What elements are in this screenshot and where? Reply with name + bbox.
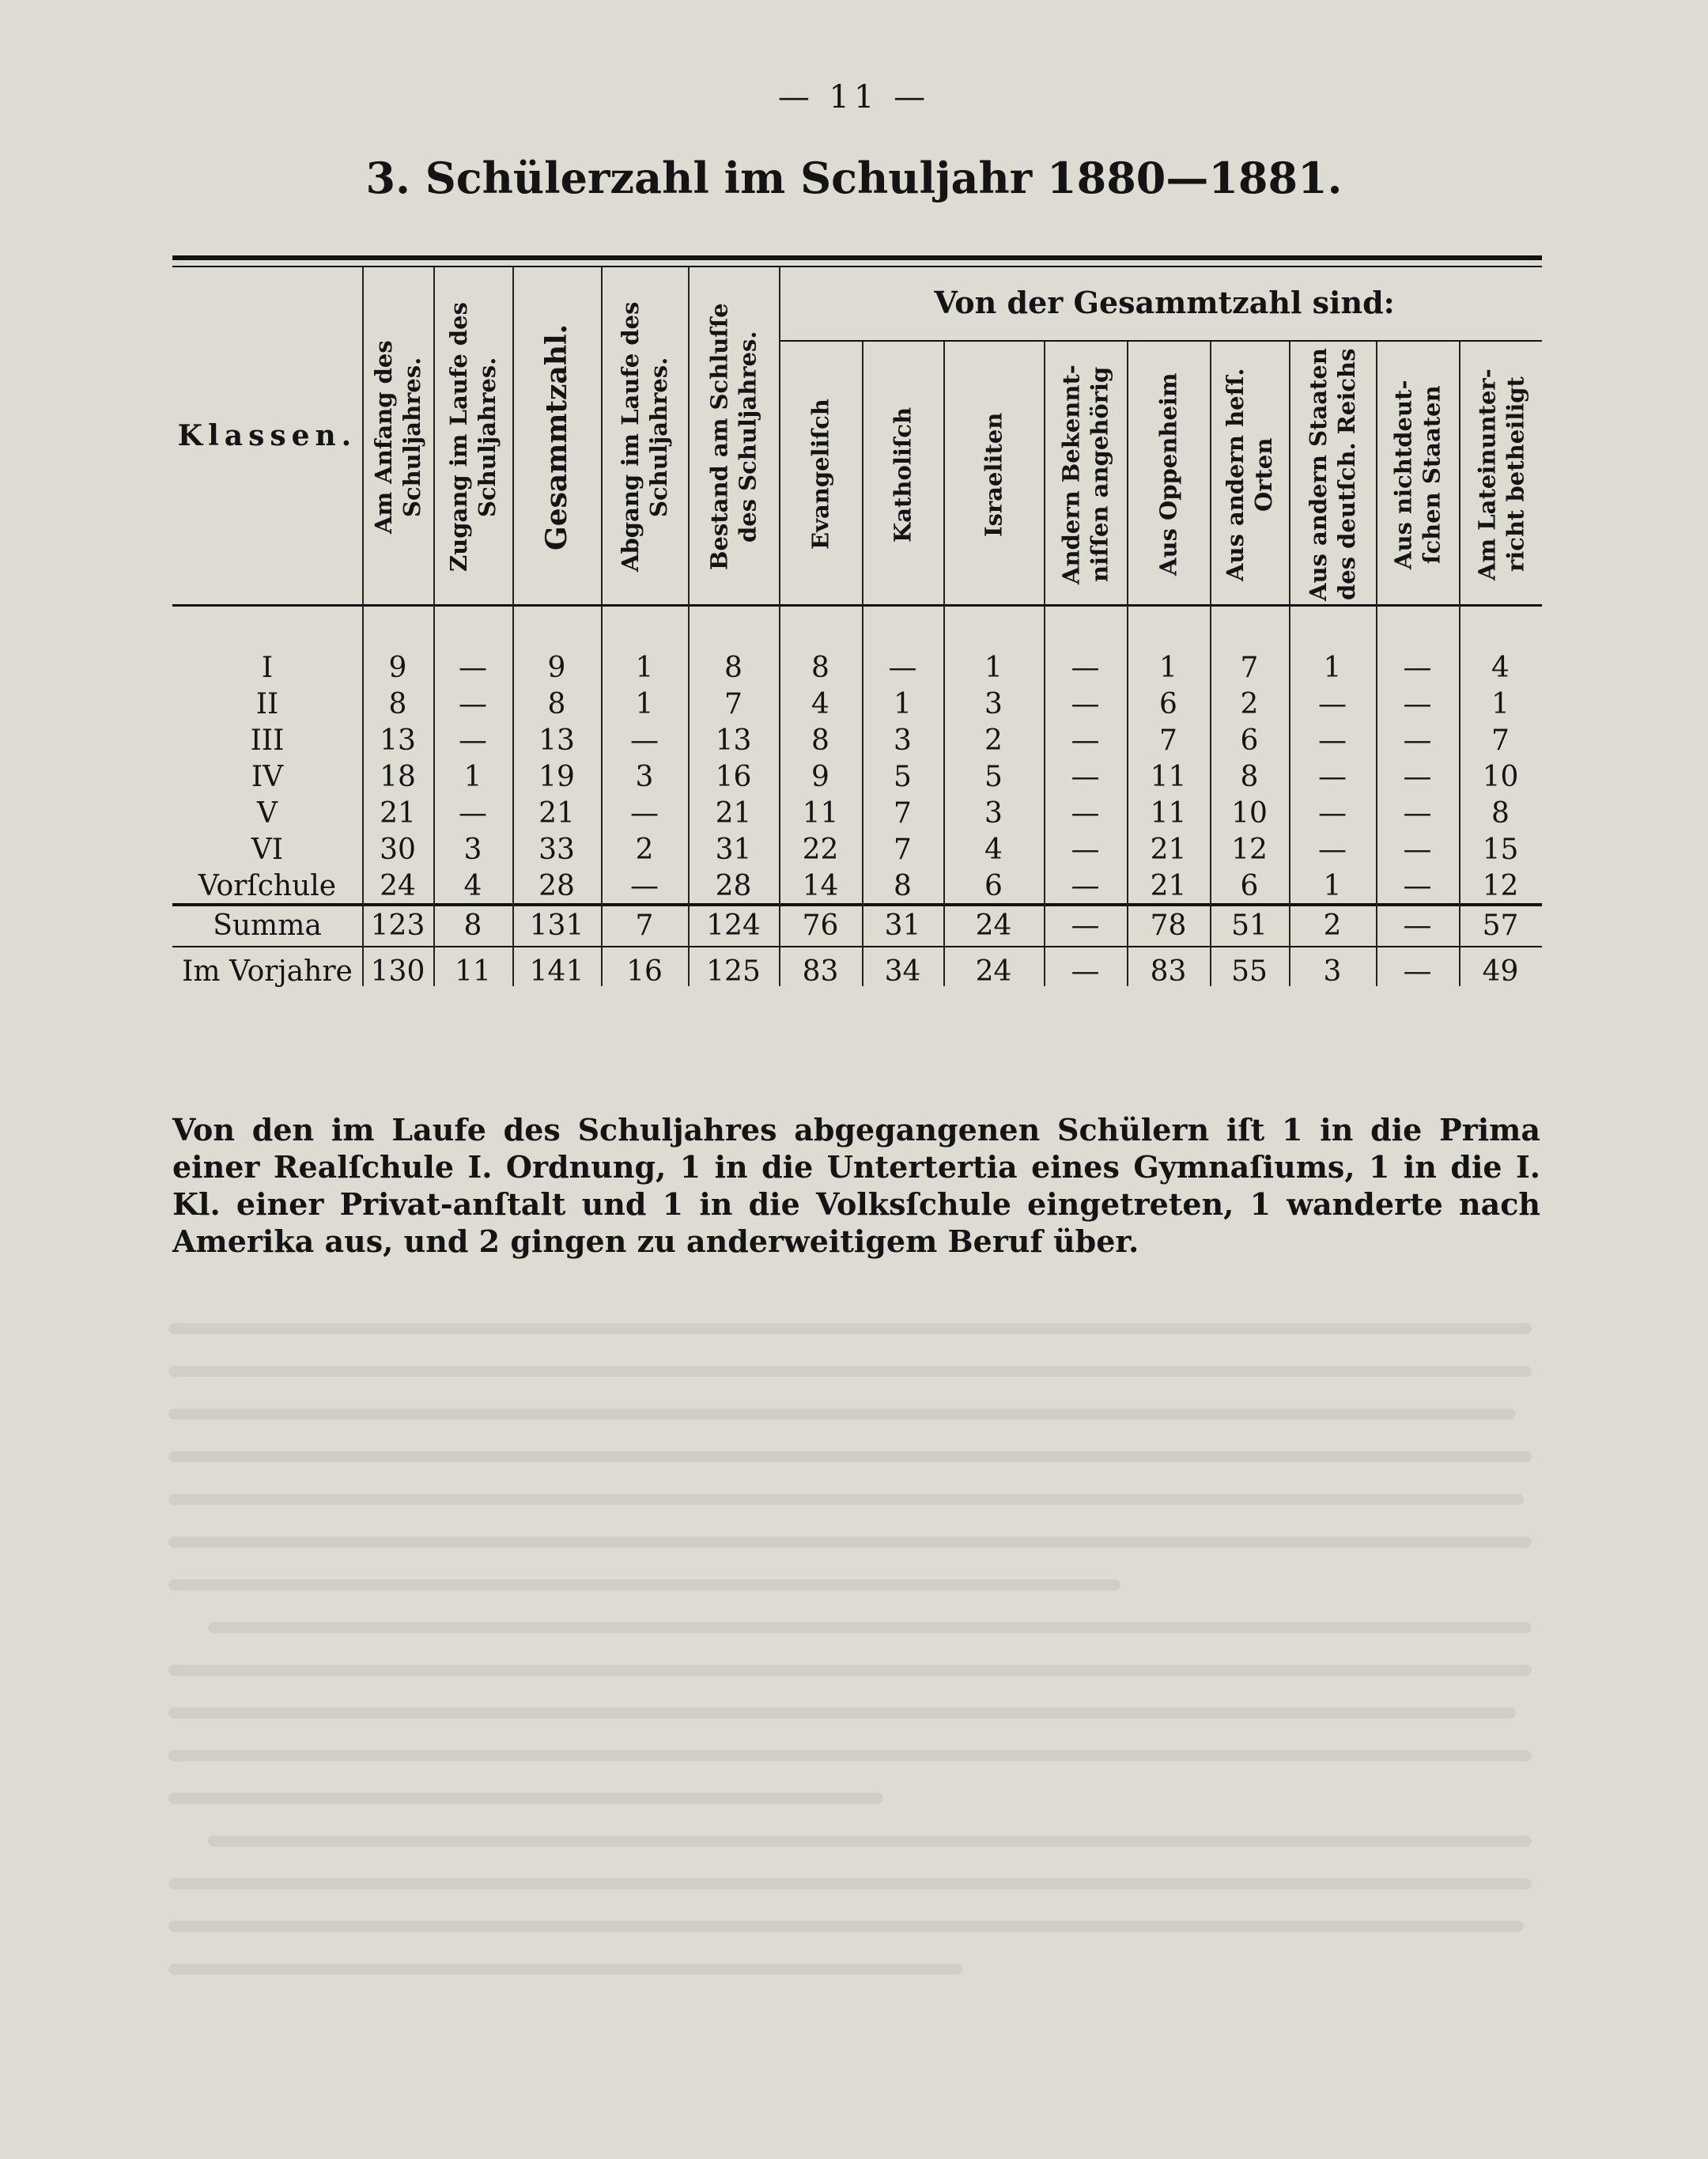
table-cell: — [1318, 688, 1347, 720]
table-cell: — [1403, 797, 1432, 830]
table-cell: 24 [975, 909, 1012, 942]
table-cell: 1 [635, 652, 654, 684]
table-cell: 13 [538, 724, 575, 757]
row-label: IV [251, 761, 284, 793]
table-cell: — [1403, 652, 1432, 684]
table-cell: 7 [894, 834, 912, 866]
table-cell: 3 [894, 724, 912, 757]
table-cell: 3 [1323, 955, 1342, 988]
table-cell: 9 [811, 761, 829, 793]
table-cell: — [1071, 797, 1100, 830]
table-cell: 8 [547, 688, 566, 720]
table-cell: — [1403, 688, 1432, 720]
row-label: II [255, 688, 279, 720]
table-top-rule-thick [172, 255, 1542, 260]
table-cell: 11 [1150, 761, 1187, 793]
table-cell: 131 [529, 909, 584, 942]
table-cell: 13 [715, 724, 752, 757]
table-cell: 8 [1240, 761, 1259, 793]
table-cell: 83 [1150, 955, 1187, 988]
table-cell: 4 [811, 688, 829, 720]
table-cell: 6 [984, 870, 1003, 902]
table-cell: — [1071, 834, 1100, 866]
table-cell: 2 [635, 834, 654, 866]
column-header-hess-orte: Aus andern heſſ. Orten [1222, 368, 1277, 581]
table-cell: 21 [1150, 870, 1187, 902]
table-cell: 3 [984, 688, 1003, 720]
table-cell: 8 [463, 909, 482, 942]
column-header-nichtdeutsche-staaten: Aus nichtdeut- ſchen Staaten [1389, 380, 1445, 569]
table-cell: 125 [706, 955, 761, 988]
table-cell: 12 [1482, 870, 1519, 902]
table-cell: 12 [1231, 834, 1268, 866]
table-cell: 1 [1159, 652, 1177, 684]
table-cell: 16 [715, 761, 752, 793]
table-cell: 76 [802, 909, 839, 942]
row-label: VI [251, 834, 284, 866]
column-header-israeliten: Israeliten [980, 412, 1007, 537]
table-cell: — [1403, 724, 1432, 757]
table-cell: 78 [1150, 909, 1187, 942]
table-cell: — [459, 652, 487, 684]
table-cell: 124 [706, 909, 761, 942]
table-cell: 14 [802, 870, 839, 902]
column-header-abgang: Abgang im Laufe des Schuljahres. [617, 301, 672, 573]
table-cell: — [1403, 909, 1432, 942]
table-cell: 1 [1491, 688, 1510, 720]
table-cell: — [1318, 834, 1347, 866]
column-header-andere-bekenntnisse: Andern Bekennt- niſſen angehörig [1057, 365, 1113, 584]
column-header-oppenheim: Aus Oppenheim [1154, 372, 1182, 577]
table-cell: 10 [1231, 797, 1268, 830]
table-cell: 21 [1150, 834, 1187, 866]
table-cell: 1 [1323, 870, 1342, 902]
column-header-latein: Am Lateinunter- richt betheiligt [1473, 369, 1529, 580]
table-cell: 57 [1482, 909, 1519, 942]
table-cell: 55 [1231, 955, 1268, 988]
row-label: Vorſchule [198, 870, 337, 902]
table-cell: 6 [1240, 870, 1259, 902]
table-cell: — [1403, 761, 1432, 793]
table-cell: — [1071, 870, 1100, 902]
table-cell: 5 [894, 761, 912, 793]
table-cell: 4 [463, 870, 482, 902]
table-cell: 3 [984, 797, 1003, 830]
table-cell: — [1318, 761, 1347, 793]
column-header-bestand: Bestand am Schluſſe des Schuljahres. [705, 303, 761, 571]
table-cell: 49 [1482, 955, 1519, 988]
table-cell: 4 [984, 834, 1003, 866]
table-cell: — [630, 870, 659, 902]
table-cell: — [1071, 955, 1100, 988]
table-top-rule-thin [172, 266, 1542, 267]
table-cell: 1 [463, 761, 482, 793]
table-cell: — [1318, 724, 1347, 757]
table-cell: 9 [388, 652, 407, 684]
table-cell: 18 [380, 761, 416, 793]
table-cell: 31 [884, 909, 921, 942]
column-header-deutsche-staaten: Aus andern Staaten des deutſch. Reichs [1305, 348, 1360, 601]
table-cell: 15 [1482, 834, 1519, 866]
table-cell: 10 [1482, 761, 1519, 793]
table-cell: 7 [1491, 724, 1510, 757]
group-header-rule [779, 340, 1542, 342]
column-header-zugang: Zugang im Laufe des Schuljahres. [445, 302, 501, 572]
table-cell: — [1071, 652, 1100, 684]
table-cell: 51 [1231, 909, 1268, 942]
table-cell: 8 [811, 652, 829, 684]
bleed-through-texture [166, 1313, 1542, 2009]
table-cell: — [1071, 909, 1100, 942]
table-cell: 34 [884, 955, 921, 988]
table-cell: 21 [715, 797, 752, 830]
table-cell: — [630, 724, 659, 757]
table-cell: 7 [724, 688, 743, 720]
table-cell: 33 [538, 834, 575, 866]
group-header: Von der Gesammtzahl sind: [934, 285, 1395, 320]
footnote-paragraph: Von den im Laufe des Schuljahres abgegangenen Schülern iſt 1 in die Prima einer Realſchule I. Ordnung, 1 in die Untertertia eines Gymnaſiums, 1 in die I. Kl. einer Privat-anſtalt und 1 in die Volksſchule eingetreten, 1 wanderte nach Amerika aus, und 2 gingen zu anderweitigem Beruf über. [172, 1112, 1540, 1259]
row-label: III [250, 724, 285, 757]
table-cell: — [1071, 761, 1100, 793]
row-label: V [257, 797, 278, 830]
table-cell: 8 [1491, 797, 1510, 830]
table-cell: 16 [626, 955, 663, 988]
table-cell: 8 [724, 652, 743, 684]
table-cell: 7 [894, 797, 912, 830]
table-cell: — [1071, 688, 1100, 720]
table-cell: 7 [1240, 652, 1259, 684]
klassen-header: Klassen. [177, 419, 357, 452]
table-cell: 130 [370, 955, 425, 988]
table-cell: 3 [463, 834, 482, 866]
column-header-evangelisch: Evangeliſch [807, 399, 834, 550]
table-cell: 11 [802, 797, 839, 830]
table-cell: 22 [802, 834, 839, 866]
table-cell: 11 [455, 955, 491, 988]
table-cell: — [888, 652, 917, 684]
table-cell: 1 [984, 652, 1003, 684]
table-cell: — [459, 724, 487, 757]
table-cell: — [1318, 797, 1347, 830]
table-cell: 13 [380, 724, 416, 757]
table-cell: 6 [1159, 688, 1177, 720]
table-cell: 30 [380, 834, 416, 866]
table-cell: 123 [370, 909, 425, 942]
table-cell: — [1403, 834, 1432, 866]
table-cell: — [1071, 724, 1100, 757]
table-cell: 2 [1240, 688, 1259, 720]
table-cell: 2 [984, 724, 1003, 757]
header-bottom-rule [172, 604, 1542, 607]
table-cell: 9 [547, 652, 566, 684]
table-cell: — [630, 797, 659, 830]
table-cell: 24 [380, 870, 416, 902]
table-cell: 1 [635, 688, 654, 720]
table-cell: 24 [975, 955, 1012, 988]
table-cell: 8 [811, 724, 829, 757]
page-number: — 11 — [777, 79, 931, 115]
page-title: 3. Schülerzahl im Schuljahr 1880—1881. [365, 153, 1343, 203]
table-cell: 21 [538, 797, 575, 830]
summa-bottom-rule [172, 946, 1542, 947]
row-label: Summa [213, 909, 322, 942]
table-cell: 8 [388, 688, 407, 720]
table-cell: 7 [635, 909, 654, 942]
table-cell: 19 [538, 761, 575, 793]
table-cell: 28 [715, 870, 752, 902]
table-cell: 31 [715, 834, 752, 866]
table-cell: — [1403, 870, 1432, 902]
table-cell: 11 [1150, 797, 1187, 830]
table-cell: 83 [802, 955, 839, 988]
table-cell: 21 [380, 797, 416, 830]
table-cell: 2 [1323, 909, 1342, 942]
table-cell: 8 [894, 870, 912, 902]
table-cell: 4 [1491, 652, 1510, 684]
table-cell: — [459, 797, 487, 830]
table-cell: — [459, 688, 487, 720]
column-header-anfang: Am Anfang des Schuljahres. [370, 340, 425, 534]
row-label: Im Vorjahre [182, 955, 353, 988]
table-cell: — [1403, 955, 1432, 988]
table-cell: 3 [635, 761, 654, 793]
column-header-katholisch: Katholiſch [889, 406, 916, 543]
table-cell: 5 [984, 761, 1003, 793]
table-cell: 28 [538, 870, 575, 902]
row-label: I [261, 652, 274, 684]
table-cell: 1 [894, 688, 912, 720]
table-cell: 1 [1323, 652, 1342, 684]
table-cell: 141 [529, 955, 584, 988]
table-cell: 7 [1159, 724, 1177, 757]
bleed-through-lines [166, 1313, 1542, 2009]
column-header-gesammtzahl: Gesammtzahl. [540, 323, 573, 550]
table-cell: 6 [1240, 724, 1259, 757]
